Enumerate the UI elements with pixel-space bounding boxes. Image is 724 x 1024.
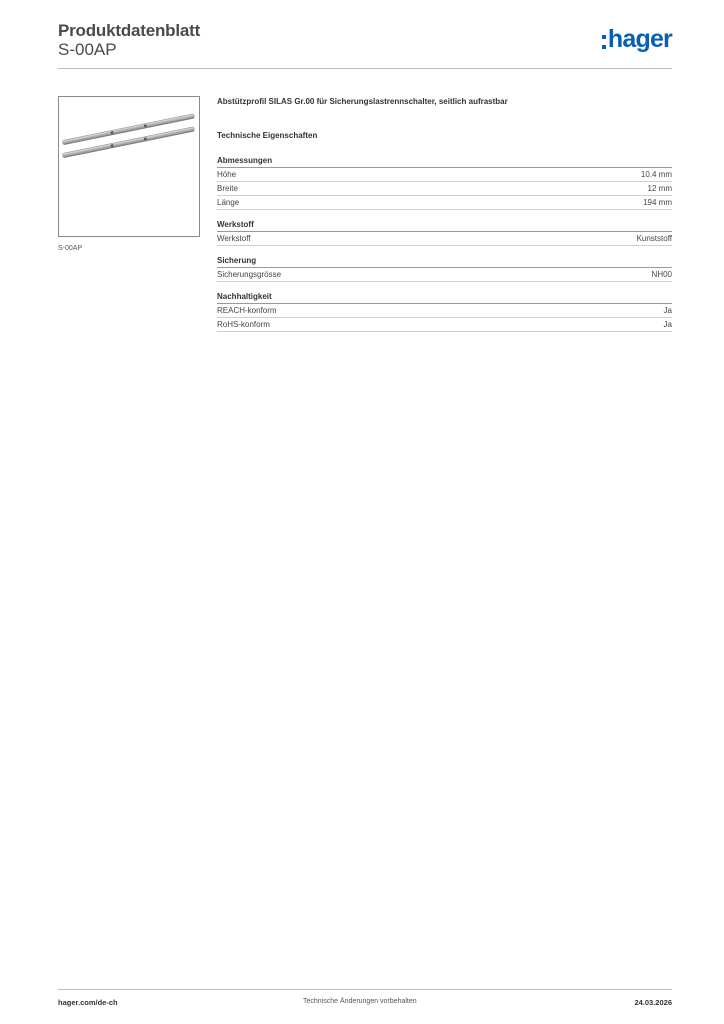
section-dimensions — [217, 156, 672, 210]
property-value: NH00 — [651, 270, 672, 279]
property-row — [217, 168, 672, 182]
logo-dots-icon — [602, 35, 606, 49]
footer-date: 24.03.2026 — [634, 998, 672, 1007]
product-description: Abstützprofil SILAS Gr.00 für Sicherungslastrennschalter, seitlich aufrastbar — [217, 97, 508, 106]
product-content — [217, 97, 672, 342]
image-caption: S-00AP — [58, 245, 83, 252]
property-label: Breite — [217, 184, 238, 193]
product-image — [59, 97, 199, 236]
product-image-frame — [58, 96, 200, 237]
section-title: Werkstoff — [217, 220, 672, 232]
property-label: Sicherungsgrösse — [217, 270, 282, 279]
page-title: Produktdatenblatt — [58, 21, 201, 40]
section-fuse — [217, 256, 672, 282]
property-value: 12 mm — [647, 184, 672, 193]
section-title: Sicherung — [217, 256, 672, 268]
property-label: Werkstoff — [217, 234, 251, 243]
footer-notice: Technische Änderungen vorbehalten — [303, 998, 417, 1005]
property-row — [217, 304, 672, 318]
property-value: 194 mm — [643, 198, 672, 207]
property-label: Höhe — [217, 170, 237, 179]
property-row — [217, 196, 672, 210]
footer-divider — [58, 989, 672, 990]
property-value: Ja — [663, 306, 672, 315]
property-label: Länge — [217, 198, 240, 207]
logo-text: hager — [607, 25, 672, 53]
property-label: RoHS-konform — [217, 320, 270, 329]
property-value: 10.4 mm — [640, 170, 672, 179]
section-title: Abmessungen — [217, 156, 672, 168]
section-material — [217, 220, 672, 246]
header-divider — [58, 68, 672, 69]
hager-logo — [602, 27, 672, 52]
property-row — [217, 318, 672, 332]
property-row — [217, 182, 672, 196]
property-value: Ja — [663, 320, 672, 329]
footer-url[interactable]: hager.com/de-ch — [58, 998, 118, 1007]
property-value: Kunststoff — [636, 234, 672, 243]
property-row — [217, 232, 672, 246]
article-number: S-00AP — [58, 40, 117, 59]
section-title: Nachhaltigkeit — [217, 292, 672, 304]
property-label: REACH-konform — [217, 306, 277, 315]
property-row — [217, 268, 672, 282]
section-sustainability — [217, 292, 672, 332]
tech-properties-heading: Technische Eigenschaften — [217, 131, 318, 140]
